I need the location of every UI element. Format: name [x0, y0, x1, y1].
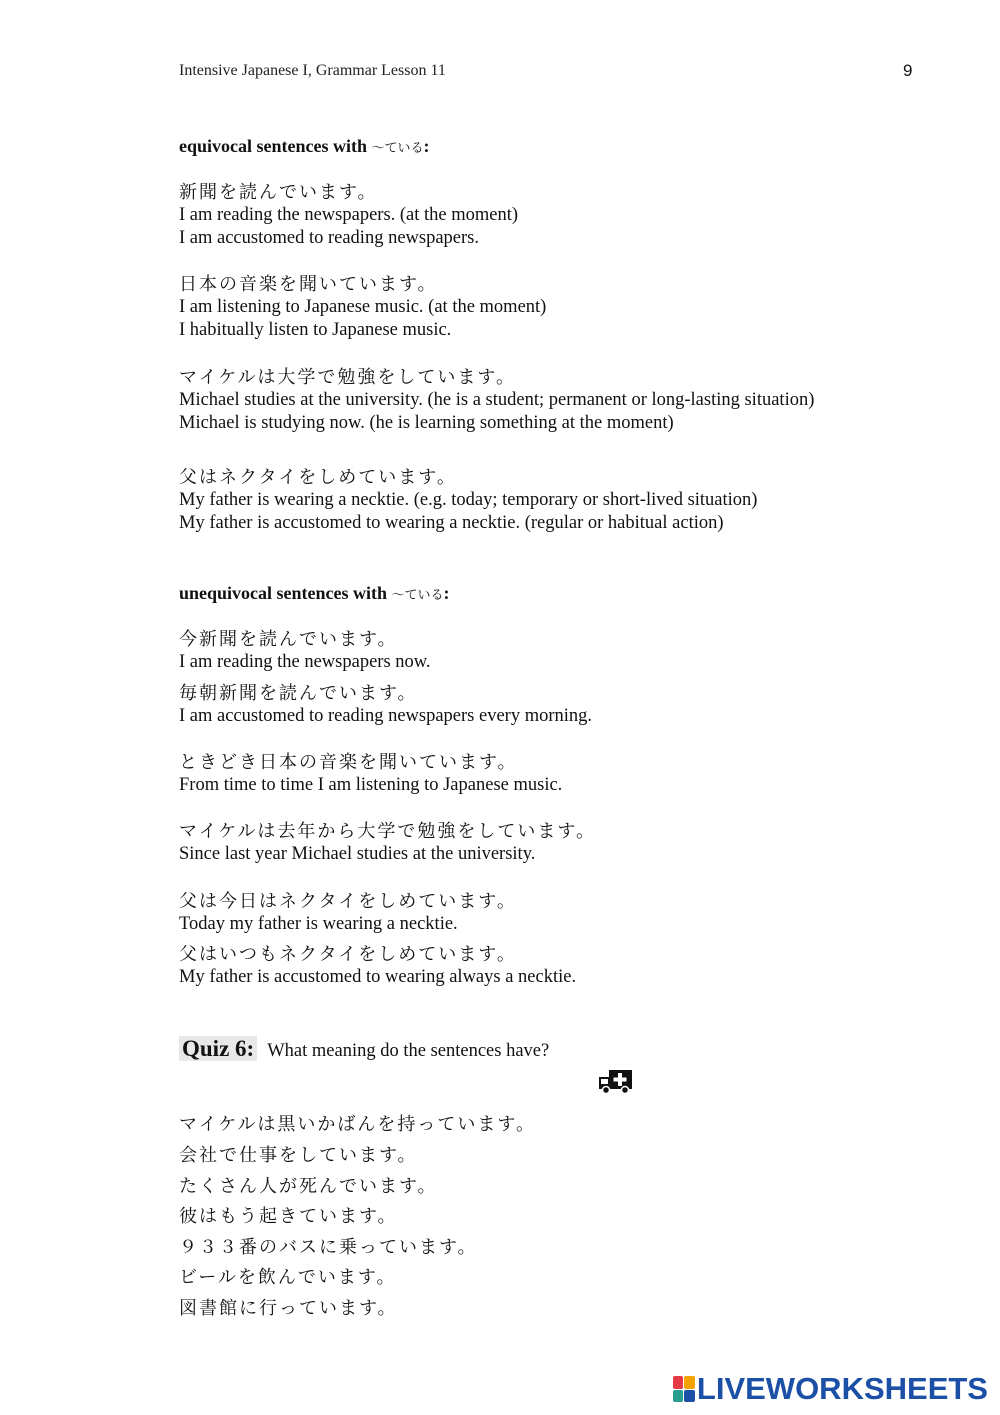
japanese-sentence: マイケルは大学で勉強をしています。: [179, 367, 516, 388]
english-translation: Michael is studying now. (he is learning something at the moment): [179, 413, 674, 433]
logo-square: [684, 1390, 695, 1403]
quiz-sentence: 彼はもう起きています。: [179, 1206, 398, 1227]
logo-square: [673, 1376, 684, 1389]
quiz-sentence: 会社で仕事をしています。: [179, 1145, 418, 1166]
page-number: 9: [903, 61, 913, 80]
english-translation: My father is accustomed to wearing a necktie. (regular or habitual action): [179, 513, 724, 533]
english-translation: I habitually listen to Japanese music.: [179, 320, 452, 340]
english-translation: My father is accustomed to wearing always a necktie.: [179, 967, 577, 987]
example-block: [179, 820, 596, 866]
example-block: [179, 890, 517, 936]
ambulance-icon[interactable]: [598, 1068, 634, 1101]
quiz-header: [179, 1036, 549, 1062]
example-block: [179, 943, 576, 989]
english-translation: My father is wearing a necktie. (e.g. today; temporary or short-lived situation): [179, 490, 758, 510]
english-translation: I am listening to Japanese music. (at the moment): [179, 297, 547, 317]
english-translation: I am reading the newspapers now.: [179, 652, 431, 672]
heading-colon: :: [443, 583, 450, 603]
english-translation: Michael studies at the university. (he is a student; permanent or long-lasting situation): [179, 390, 815, 410]
example-block: [179, 181, 518, 250]
example-block: [179, 751, 562, 797]
quiz-label: Quiz 6:: [179, 1036, 257, 1061]
japanese-sentence: マイケルは去年から大学で勉強をしています。: [179, 821, 596, 842]
heading-colon: :: [423, 136, 430, 156]
document-header: Intensive Japanese I, Grammar Lesson 11: [179, 62, 446, 79]
section-heading-unequivocal: [179, 583, 450, 604]
heading-text: unequivocal sentences with: [179, 583, 388, 603]
japanese-sentence: 父は今日はネクタイをしめています。: [179, 891, 517, 912]
section-heading-equivocal: [179, 136, 430, 157]
english-translation: I am accustomed to reading newspapers.: [179, 228, 480, 248]
logo-square: [684, 1376, 695, 1389]
quiz-sentence: マイケルは黒いかばんを持っています。: [179, 1114, 536, 1135]
liveworksheets-logo[interactable]: [673, 1371, 988, 1407]
japanese-sentence: 新聞を読んでいます。: [179, 182, 378, 203]
english-translation: Since last year Michael studies at the university.: [179, 844, 536, 864]
example-block: [179, 682, 592, 728]
example-block: [179, 466, 757, 535]
example-block: [179, 628, 431, 674]
quiz-sentence: たくさん人が死んでいます。: [179, 1176, 438, 1197]
quiz-question: What meaning do the sentences have?: [267, 1041, 550, 1061]
english-translation: I am accustomed to reading newspapers every morning.: [179, 706, 593, 726]
english-translation: I am reading the newspapers. (at the moment): [179, 205, 519, 225]
example-block: [179, 366, 814, 435]
quiz-sentence: 図書館に行っています。: [179, 1298, 398, 1319]
english-translation: Today my father is wearing a necktie.: [179, 914, 458, 934]
japanese-sentence: 今新聞を読んでいます。: [179, 629, 398, 650]
heading-suffix: ～ている: [391, 587, 444, 602]
quiz-sentence: ビールを飲んでいます。: [179, 1267, 397, 1288]
japanese-sentence: 父はいつもネクタイをしめています。: [179, 944, 517, 965]
logo-text: LIVEWORKSHEETS: [696, 1371, 988, 1406]
logo-mark-icon: [673, 1376, 695, 1402]
heading-text: equivocal sentences with: [179, 136, 367, 156]
example-block: [179, 273, 546, 342]
japanese-sentence: 日本の音楽を聞いています。: [179, 274, 438, 295]
logo-square: [673, 1390, 684, 1403]
heading-suffix: ～ている: [371, 140, 424, 155]
japanese-sentence: ときどき日本の音楽を聞いています。: [179, 752, 518, 773]
english-translation: From time to time I am listening to Japanese music.: [179, 775, 563, 795]
japanese-sentence: 父はネクタイをしめています。: [179, 467, 457, 488]
quiz-sentence: ９３３番のバスに乗っています。: [179, 1237, 478, 1258]
japanese-sentence: 毎朝新聞を読んでいます。: [179, 683, 418, 704]
